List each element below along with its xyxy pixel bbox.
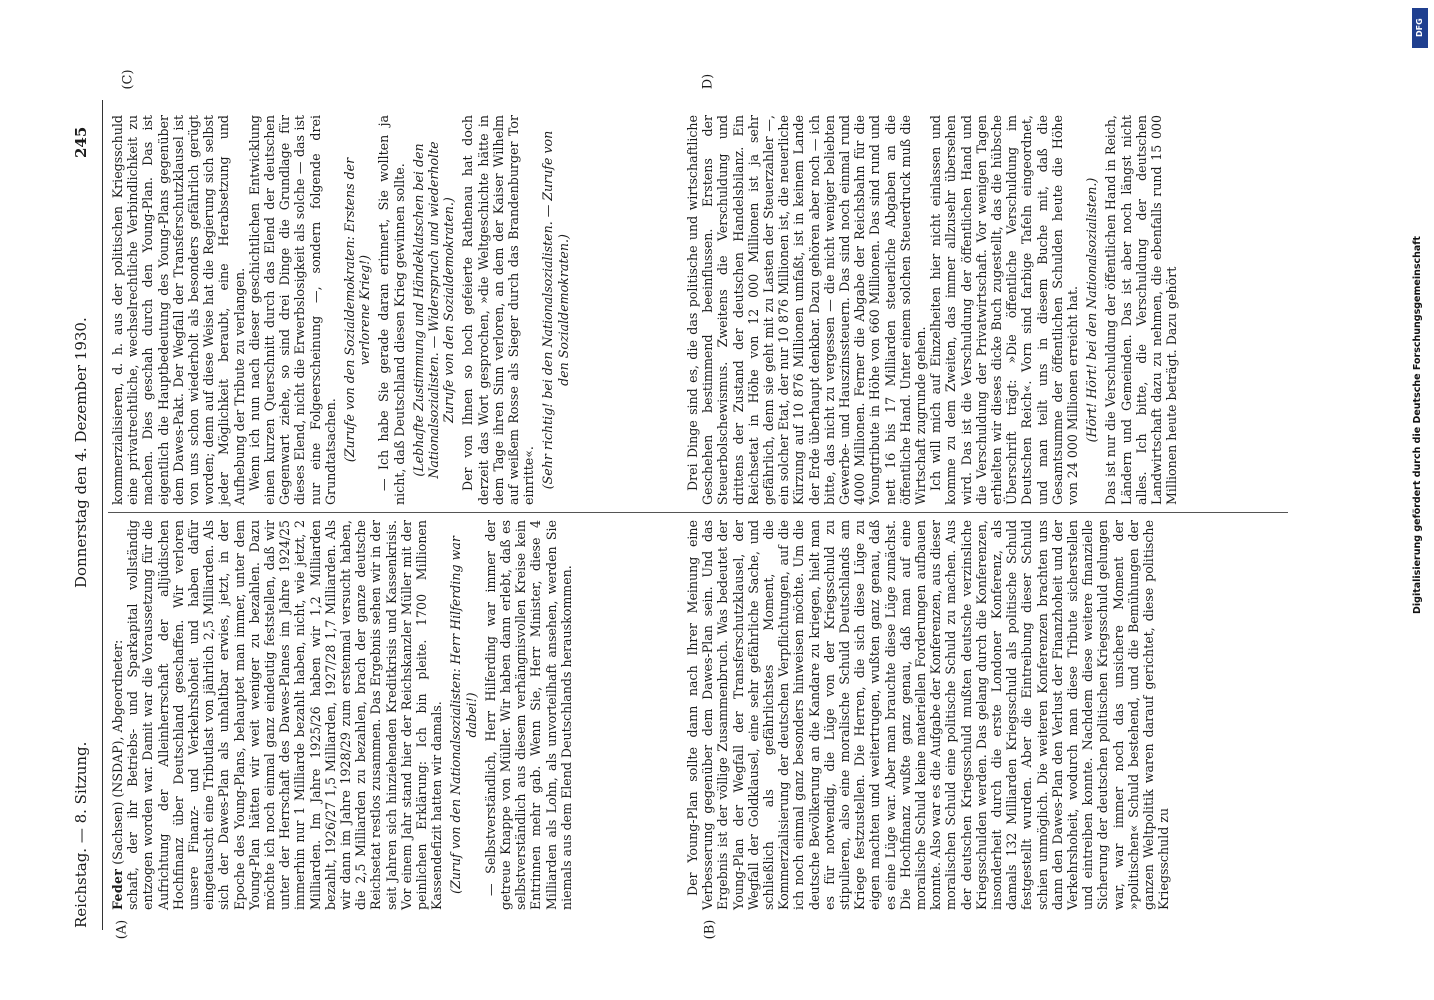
margin-letter-d: D) <box>700 73 716 90</box>
header-title: Reichstag. — 8. Sitzung. <box>72 741 90 928</box>
right-column-bottom <box>685 115 1295 505</box>
interjection: (Zurufe von den Sozialdemokraten: Erstens der verlorene Krieg!) <box>342 157 373 463</box>
paragraph: Der Young-Plan sollte dann nach Ihrer Meinung eine Verbesserung gegenüber dem Dawes-Plan sein. Und das Ergebnis ist der völlige Zusammenbruch. Was bedeutet der Young-Plan der Wegfall der Transferschutzklausel, der Wegfall der Goldklausel, eine sehr gefährliche Sache, und schließlich als gefährlichstes Moment, die Kommerzialisierung der deutschen Verpflichtungen, auf die ich noch einmal ganz besonders hinweisen möchte. Um die deutsche Bevölkerung an die Kandare zu kriegen, hielt man es für notwendig, die Lüge von der Kriegsschuld zu stipulieren, also eine moralische Schuld Deutschlands am Kriege festzustellen. Die Herren, die sich diese Lüge zu eigen machten und weitertrugen, wußten ganz genau, daß es eine Lüge war. Aber man brauchte diese Lüge zunächst. Die Hochfinanz wußte ganz genau, daß man auf eine moralische Schuld keine materiellen Forderungen aufbauen konnte. Also war es die Aufgabe der Konferenzen, aus dieser moralischen Schuld eine politische Schuld zu machen. Aus der deutschen Kriegsschuld mußten deutsche verzinsliche Kriegsschulden werden. Das gelang durch die Konferenzen, insonderheit durch die erste Londoner Konferenz, als damals 132 Milliarden Kriegsschuld als politische Schuld festgestellt wurden. Aber die Eintreibung dieser Schuld schien unmöglich. Die weiteren Konferenzen brachten uns dann den Dawes-Plan den Verlust der Finanzhoheit und der Verkehrshoheit, wodurch man diese Tribute sicherstellen und eintreiben konnte. Nachdem diese weitere finanzielle Sicherung der deutschen politischen Kriegsschuld gelungen war, war immer noch das unsichere Moment der »politischen« Schuld bestehend, und die Bemühungen der ganzen Weltpolitik waren darauf gerichtet, diese politische Kriegsschuld zu <box>685 520 1172 910</box>
margin-letter-a: (A) <box>114 919 130 940</box>
column-divider <box>108 512 1288 513</box>
dfg-logo: DFG <box>1412 8 1428 48</box>
paragraph: — Ich habe Sie gerade daran erinnert, Sie wollten ja nicht, daß Deutschland diesen Krieg gewinnen sollte. <box>376 115 407 505</box>
paragraph: kommerzialisieren, d. h. aus der politischen Kriegsschuld eine privatrechtliche, wechselrechtliche Verbindlichkeit zu machen. Dies geschah durch den Young-Plan. Das ist eigentlich die Hauptbedeutung des Young-Plans gegenüber dem Dawes-Pakt. Der Wegfall der Transferschutzklausel ist von uns schon wiederholt als besonders gefährlich gerügt worden; denn auf diese Weise hat die Regierung sich selbst jeder Möglichkeit beraubt, eine Herabsetzung und Aufhebung der Tribute zu verlangen. <box>110 115 247 505</box>
paragraph: Der von Ihnen so hoch gefeierte Rathenau hat doch derzeit das Wort gesprochen, »die Weltgeschichte hätte in dem Tage ihren Sinn verloren, an dem der Kaiser Wilhelm auf weißem Rosse als Sieger durch das Brandenburger Tor einritte«. <box>460 115 537 505</box>
paragraph: Das ist nur die Verschuldung der öffentlichen Hand in Reich, Ländern und Gemeinden. Das ist aber noch längst nicht alles. Ich bitte, die Verschuldung der deutschen Landwirtschaft dazu zu nehmen, die ebenfalls rund 15 000 Millionen heute beträgt. Dazu gehört <box>1103 115 1180 505</box>
margin-letter-c: (C) <box>120 69 136 90</box>
interjection: (Sehr richtig! bei den Nationalsozialisten. — Zurufe von den Sozialdemokraten.) <box>540 130 571 490</box>
paragraph: Wenn ich nun nach dieser geschichtlichen Entwicklung einen kurzen Querschnitt durch das Elend der deutschen Gegenwart ziehe, so sind drei Dinge die Grundlage für dieses Elend, nicht die Erwerbslosigkeit als solche — das ist nur eine Folgeerscheinung —, sondern folgende drei Grundtatsachen. <box>246 115 338 505</box>
speaker-line <box>110 520 125 910</box>
paragraph: Drei Dinge sind es, die das politische und wirtschaftliche Geschehen bestimmend beeinflussen. Erstens der Steuerbolschewismus. Zweitens die Verschuldung und drittens der Zustand der deutschen Handelsbilanz. Ein Reichsetat in Höhe von 12 000 Millionen ist ja sehr gefährlich, denn sie geht mit zu Lasten der Steuerzahler —, ein solcher Etat, der nur 10 876 Millionen ist, die neuerliche Kürzung auf 10 876 Millionen umfaßt, ist in keinem Lande der Erde überhaupt denkbar. Dazu gehören aber noch — ich bitte, das nicht zu vergessen — die nicht weniger beliebten Gewerbe- und Hauszinssteuern. Das sind noch einmal rund 4000 Millionen. Ferner die Abgabe der Reichsbahn für die Youngtribute in Höhe von 660 Millionen. Das sind rund und nett 16 bis 17 Milliarden steuerliche Abgaben an die öffentliche Hand. Unter einem solchen Steuerdruck muß die Wirtschaft zugrunde gehen. <box>685 115 929 505</box>
speaker-name: Feder <box>110 868 125 910</box>
header-rule <box>102 100 103 930</box>
right-column-top <box>110 115 685 505</box>
funding-note: Digitalisierung gefördert durch die Deutsche Forschungsgemeinschaft <box>1412 236 1423 614</box>
header-date: Donnerstag den 4. Dezember 1930. <box>72 317 90 588</box>
paragraph: schaft, der ihr Betriebs- und Sparkapital vollständig entzogen worden war. Damit war die Voraussetzung für die Aufrichtung der Alleinherrschaft der alljüdischen Hochfinanz über Deutschland geschaffen. Wir verloren unsere Finanz- und Verkehrshoheit und haben dafür eingetauscht eine Tributlast von jährlich 2,5 Milliarden. Als sich der Dawes-Plan als unhaltbar erwies, jetzt, in der Epoche des Young-Plans, behauptet man immer, unter dem Young-Plan hätten wir weit weniger zu bezahlen. Dazu möchte ich noch einmal ganz eindeutig feststellen, daß wir unter der Herrschaft des Dawes-Planes im Jahre 1924/25 immerhin nur 1 Milliarde bezahlt haben, nicht, wie jetzt, 2 Milliarden. Im Jahre 1925/26 haben wir 1,2 Milliarden bezahlt, 1926/27 1,5 Milliarden, 1927/28 1,7 Milliarden. Als wir dann im Jahre 1928/29 zum erstenmal versucht haben, die 2,5 Milliarden zu bezahlen, brach der ganze deutsche Reichsetat restlos zusammen. Das Ergebnis sehen wir in der seit Jahren sich hinziehenden Kreditkrisis und Kassenkrisis. Vor einem Jahr stand hier der Reichskanzler Müller mit der peinlichen Erklärung: Ich bin pleite. 1700 Millionen Kassendefizit hatten wir damals. <box>125 520 445 910</box>
speaker-affiliation: (Sachsen) (NSDAP), Abgeordneter: <box>110 639 125 865</box>
interjection: (Hört! Hört! bei den Nationalsozialisten.) <box>1084 177 1100 443</box>
funding-strip <box>1410 8 1432 992</box>
page-number: 245 <box>72 126 90 158</box>
left-column-top <box>110 520 685 910</box>
margin-letter-b: (B) <box>702 919 718 940</box>
paragraph: Ich will mich auf Einzelheiten hier nicht einlassen und komme zu dem Zweiten, das immer allzusehr übersehen wird. Das ist die Verschuldung der öffentlichen Hand und die Verschuldung der Privatwirtschaft. Vor wenigen Tagen erhielten wir dieses dicke Buch zugestellt, das die hübsche Überschrift trägt: »Die öffentliche Verschuldung im Deutschen Reich«. Vorn sind farbige Tafeln eingeordnet, und man teilt uns in diesem Buche mit, daß die Gesamtsumme der öffentlichen Schulden heute die Höhe von 24 000 Millionen erreicht hat. <box>928 115 1081 505</box>
interjection: (Zuruf von den Nationalsozialisten: Herr Hilferding war dabei!) <box>448 536 479 894</box>
interjection: (Lebhafte Zustimmung und Händeklatschen bei den Nationalsozialisten. — Widerspruch und wiederholte Zurufe von den Sozialdemokraten.) <box>410 141 457 479</box>
paragraph: — Selbstverständlich, Herr Hilferding war immer der getreue Knappe von Müller. Wir haben dann erlebt, daß es selbstverständlich aus diesem verhängnisvollen Kreise kein Entrinnen mehr gab. Wenn Sie, Herr Minister, diese 4 Milliarden als Lohn, als unvorteilhaft ansehen, werden Sie niemals aus dem Elend Deutschlands herauskommen. <box>482 520 574 910</box>
left-column-bottom <box>685 520 1260 910</box>
header-strip <box>72 108 96 928</box>
